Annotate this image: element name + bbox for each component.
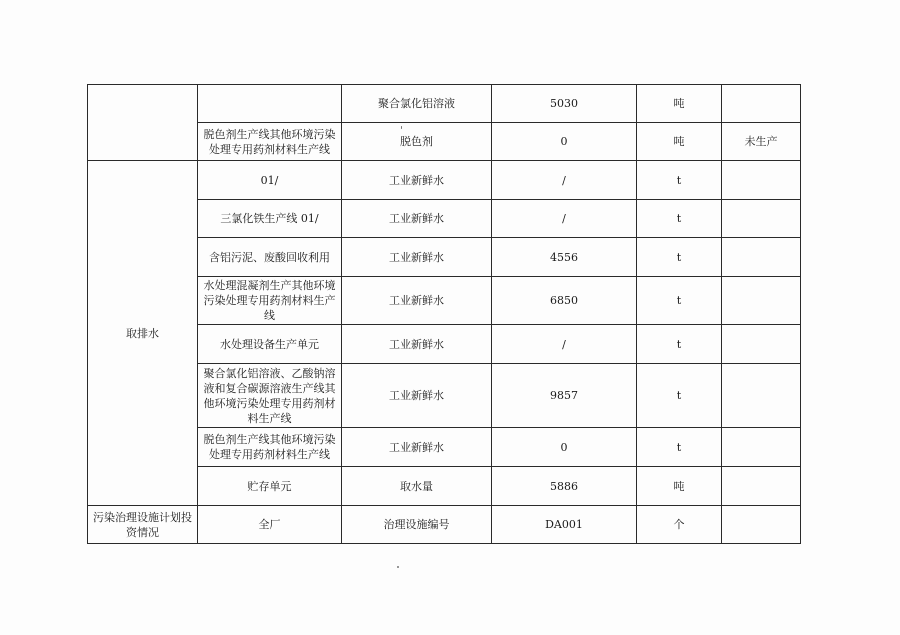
- note-cell: [722, 238, 801, 277]
- unit-cell: 吨: [637, 467, 722, 506]
- section-label-investment: 污染治理设施计划投资情况: [88, 506, 198, 544]
- item-cell: 聚合氯化铝溶液、乙酸钠溶液和复合碳源溶液生产线其他环境污染处理专用药剂材料生产线: [198, 364, 342, 428]
- unit-cell: t: [637, 161, 722, 200]
- material-cell: 工业新鲜水: [342, 238, 492, 277]
- item-cell: 全厂: [198, 506, 342, 544]
- table-row: [88, 506, 801, 544]
- material-cell: 治理设施编号: [342, 506, 492, 544]
- value-cell: /: [492, 200, 637, 238]
- material-cell: 聚合氯化铝溶液: [342, 85, 492, 123]
- item-cell: 贮存单元: [198, 467, 342, 506]
- material-cell: 工业新鲜水: [342, 325, 492, 364]
- note-cell: [722, 506, 801, 544]
- data-table: [87, 84, 801, 544]
- material-cell: 工业新鲜水: [342, 161, 492, 200]
- value-cell: 6850: [492, 277, 637, 325]
- material-cell: 取水量: [342, 467, 492, 506]
- section-label-water: 取排水: [88, 161, 198, 506]
- unit-cell: 个: [637, 506, 722, 544]
- value-cell: DA001: [492, 506, 637, 544]
- material-cell: 工业新鲜水: [342, 364, 492, 428]
- unit-cell: t: [637, 428, 722, 467]
- value-cell: /: [492, 325, 637, 364]
- item-cell: [198, 85, 342, 123]
- item-cell: 三氯化铁生产线 01/: [198, 200, 342, 238]
- unit-cell: t: [637, 200, 722, 238]
- note-cell: [722, 85, 801, 123]
- note-cell: [722, 364, 801, 428]
- note-cell: [722, 161, 801, 200]
- note-cell: 未生产: [722, 123, 801, 161]
- table-row: [88, 85, 801, 123]
- material-cell: 工业新鲜水: [342, 277, 492, 325]
- note-cell: [722, 467, 801, 506]
- note-cell: [722, 428, 801, 467]
- item-cell: 含铝污泥、废酸回收利用: [198, 238, 342, 277]
- value-cell: 5886: [492, 467, 637, 506]
- value-cell: 0: [492, 428, 637, 467]
- value-cell: 5030: [492, 85, 637, 123]
- material-cell: 工业新鲜水: [342, 200, 492, 238]
- section-cell-empty: [88, 85, 198, 161]
- scan-speck: [401, 126, 402, 129]
- unit-cell: t: [637, 238, 722, 277]
- value-cell: 0: [492, 123, 637, 161]
- table-row: [88, 161, 801, 200]
- item-cell: 01/: [198, 161, 342, 200]
- value-cell: /: [492, 161, 637, 200]
- material-cell: 脱色剂: [342, 123, 492, 161]
- note-cell: [722, 277, 801, 325]
- material-cell: 工业新鲜水: [342, 428, 492, 467]
- value-cell: 9857: [492, 364, 637, 428]
- unit-cell: t: [637, 277, 722, 325]
- scan-speck: [397, 566, 399, 568]
- unit-cell: t: [637, 325, 722, 364]
- item-cell: 水处理设备生产单元: [198, 325, 342, 364]
- unit-cell: t: [637, 364, 722, 428]
- note-cell: [722, 200, 801, 238]
- unit-cell: 吨: [637, 85, 722, 123]
- item-cell: 水处理混凝剂生产其他环境污染处理专用药剂材料生产线: [198, 277, 342, 325]
- value-cell: 4556: [492, 238, 637, 277]
- item-cell: 脱色剂生产线其他环境污染处理专用药剂材料生产线: [198, 428, 342, 467]
- item-cell: 脱色剂生产线其他环境污染处理专用药剂材料生产线: [198, 123, 342, 161]
- unit-cell: 吨: [637, 123, 722, 161]
- note-cell: [722, 325, 801, 364]
